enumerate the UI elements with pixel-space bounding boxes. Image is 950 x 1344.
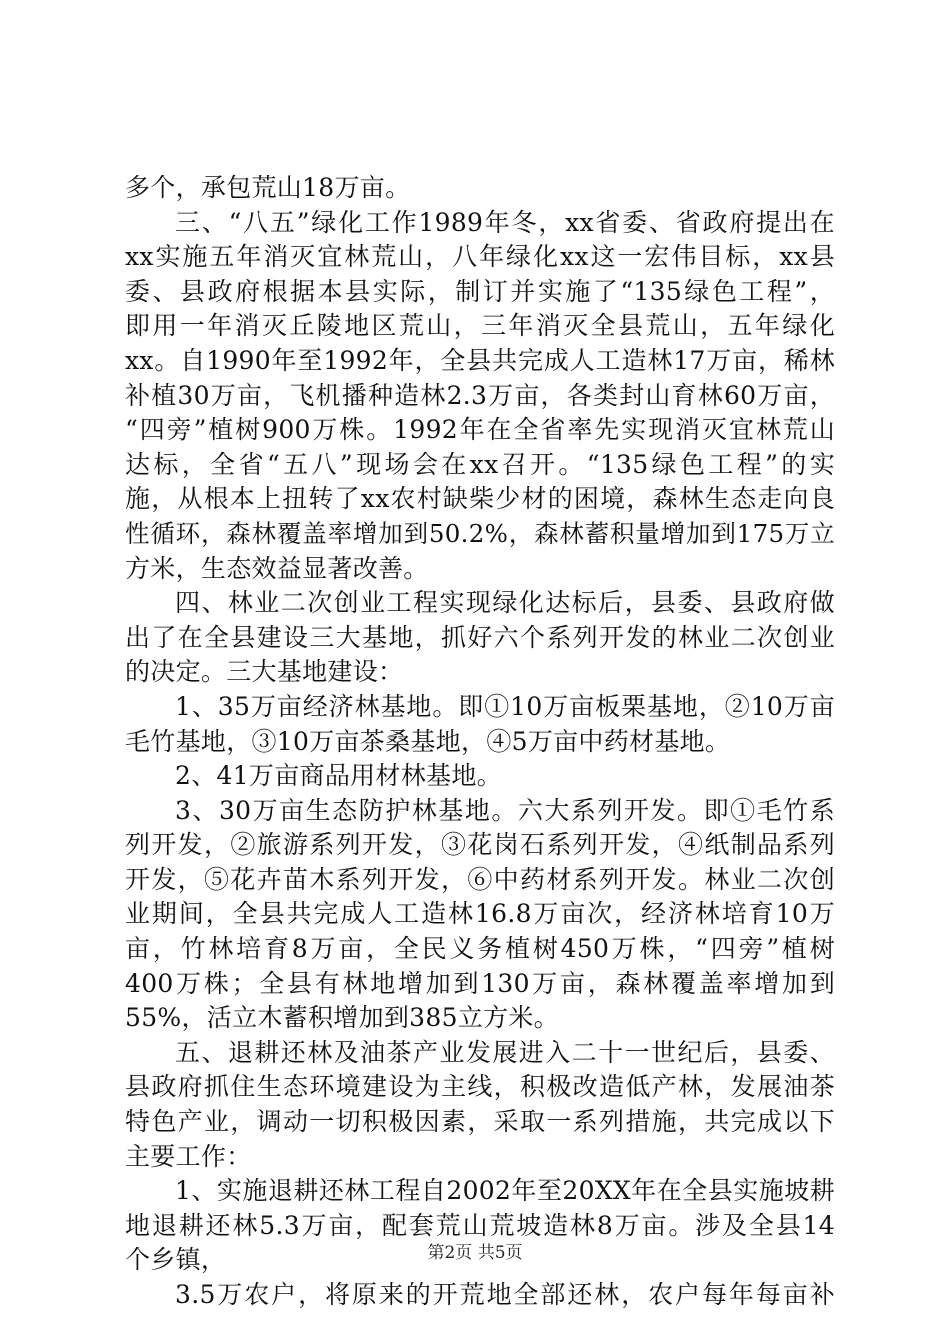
text-line: 个乡镇，: [125, 1245, 227, 1275]
text-line: 3.5万农户，将原来的开荒地全部还林，农户每年每亩补: [175, 1280, 835, 1309]
text-line: 三、“八五”绿化工作1989年冬，xx省委、省政府提出在: [175, 207, 835, 237]
body-text: [125, 171, 835, 1313]
text-line: 1、35万亩经济林基地。即①10万亩板栗基地，②10万亩: [175, 691, 835, 721]
text-line: 毛竹基地，③10万亩茶桑基地，④5万亩中药材基地。: [125, 726, 731, 756]
text-line: 55%，活立木蓄积增加到385立方米。: [125, 1003, 559, 1033]
text-line: 的决定。三大基地建设：: [125, 657, 404, 687]
text-line: 方米，生态效益显著改善。: [125, 553, 429, 583]
text-line: 即用一年消灭丘陵地区荒山，三年消灭全县荒山，五年绿化: [125, 311, 835, 341]
text-line: 五、退耕还林及油茶产业发展进入二十一世纪后，县委、: [175, 1037, 835, 1067]
text-line: 补植30万亩，飞机播种造林2.3万亩，各类封山育林60万亩，: [125, 380, 835, 410]
text-line: 委、县政府根据本县实际，制订并实施了“135绿色工程”，: [125, 276, 835, 306]
text-line: 地退耕还林5.3万亩，配套荒山荒坡造林8万亩。涉及全县14: [125, 1210, 835, 1240]
text-line: 400万株；全县有林地增加到130万亩，森林覆盖率增加到: [125, 968, 835, 998]
text-line: 开发，⑤花卉苗木系列开发，⑥中药材系列开发。林业二次创: [125, 864, 835, 894]
page-footer: 第2页 共5页: [427, 1243, 523, 1263]
text-line: 2、41万亩商品用材林基地。: [175, 761, 502, 791]
text-line: 施，从根本上扭转了xx农村缺柴少材的困境，森林生态走向良: [125, 484, 835, 514]
text-line: 主要工作：: [125, 1141, 252, 1171]
text-line: 县政府抓住生态环境建设为主线，积极改造低产林，发展油茶: [125, 1072, 835, 1102]
text-line: 达标，全省“五八”现场会在xx召开。“135绿色工程”的实: [125, 449, 835, 479]
text-line: 性循环，森林覆盖率增加到50.2%，森林蓄积量增加到175万立: [125, 518, 835, 548]
text-line: 特色产业，调动一切积极因素，采取一系列措施，共完成以下: [125, 1107, 835, 1137]
text-line: xx。自1990年至1992年，全县共完成人工造林17万亩，稀林: [125, 345, 835, 375]
text-line: 出了在全县建设三大基地，抓好六个系列开发的林业二次创业: [125, 622, 835, 652]
text-line: 业期间，全县共完成人工造林16.8万亩次，经济林培育10万: [125, 899, 835, 929]
text-line: “四旁”植树900万株。1992年在全省率先实现消灭宜林荒山: [125, 415, 835, 445]
text-line: 3、30万亩生态防护林基地。六大系列开发。即①毛竹系: [175, 795, 835, 825]
text-line: 四、林业二次创业工程实现绿化达标后，县委、县政府做: [175, 588, 835, 618]
text-line: 1、实施退耕还林工程自2002年至20XX年在全县实施坡耕: [175, 1176, 835, 1206]
text-line: xx实施五年消灭宜林荒山，八年绿化xx这一宏伟目标，xx县: [125, 242, 835, 272]
text-line: 多个，承包荒山18万亩。: [125, 173, 411, 202]
text-line: 列开发，②旅游系列开发，③花岗石系列开发，④纸制品系列: [125, 830, 835, 860]
text-line: 亩，竹林培育8万亩，全民义务植树450万株，“四旁”植树: [125, 934, 835, 964]
